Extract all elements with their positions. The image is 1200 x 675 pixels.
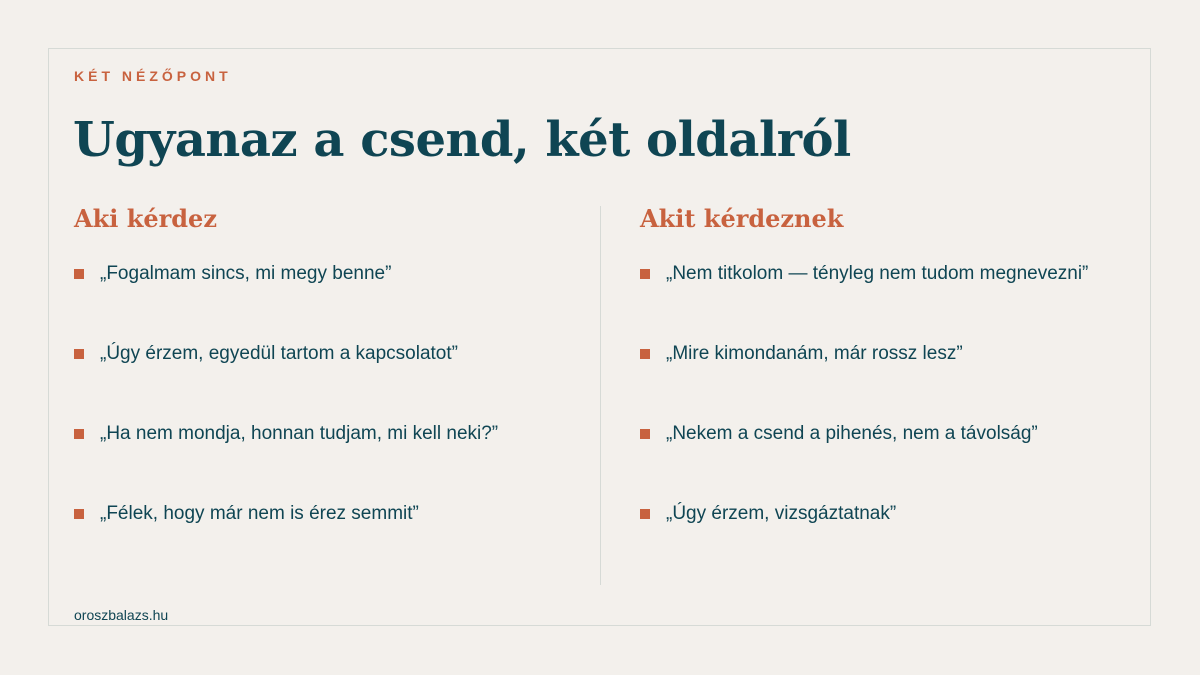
left-column-heading: Aki kérdez <box>74 204 217 233</box>
square-bullet-icon <box>74 269 84 279</box>
list-item-text: „Ha nem mondja, honnan tudjam, mi kell neki?” <box>100 423 499 444</box>
list-item-text: „Úgy érzem, vizsgáztatnak” <box>666 503 897 524</box>
footer-url: oroszbalazs.hu <box>74 607 169 623</box>
list-item <box>640 260 1110 288</box>
square-bullet-icon <box>640 429 650 439</box>
square-bullet-icon <box>640 269 650 279</box>
slide-title: Ugyanaz a csend, két oldalról <box>73 112 851 168</box>
list-item <box>74 340 574 368</box>
list-item-text: „Félek, hogy már nem is érez semmit” <box>100 503 419 524</box>
list-item-text: „Mire kimondanám, már rossz lesz” <box>666 343 963 364</box>
square-bullet-icon <box>640 509 650 519</box>
list-item <box>640 340 1110 368</box>
square-bullet-icon <box>640 349 650 359</box>
square-bullet-icon <box>74 429 84 439</box>
list-item-text: „Úgy érzem, egyedül tartom a kapcsolatot” <box>100 343 458 364</box>
eyebrow-label: KÉT NÉZŐPONT <box>74 68 232 84</box>
right-column-heading: Akit kérdeznek <box>640 204 844 233</box>
list-item <box>640 420 1110 448</box>
column-divider <box>600 206 601 585</box>
list-item <box>74 260 574 288</box>
list-item <box>74 420 574 448</box>
list-item <box>640 500 1110 528</box>
list-item-text: „Nekem a csend a pihenés, nem a távolság” <box>666 423 1038 444</box>
list-item <box>74 500 574 528</box>
list-item-text: „Fogalmam sincs, mi megy benne” <box>100 263 392 284</box>
list-item-text: „Nem titkolom — tényleg nem tudom megnevezni” <box>666 263 1089 284</box>
square-bullet-icon <box>74 509 84 519</box>
square-bullet-icon <box>74 349 84 359</box>
